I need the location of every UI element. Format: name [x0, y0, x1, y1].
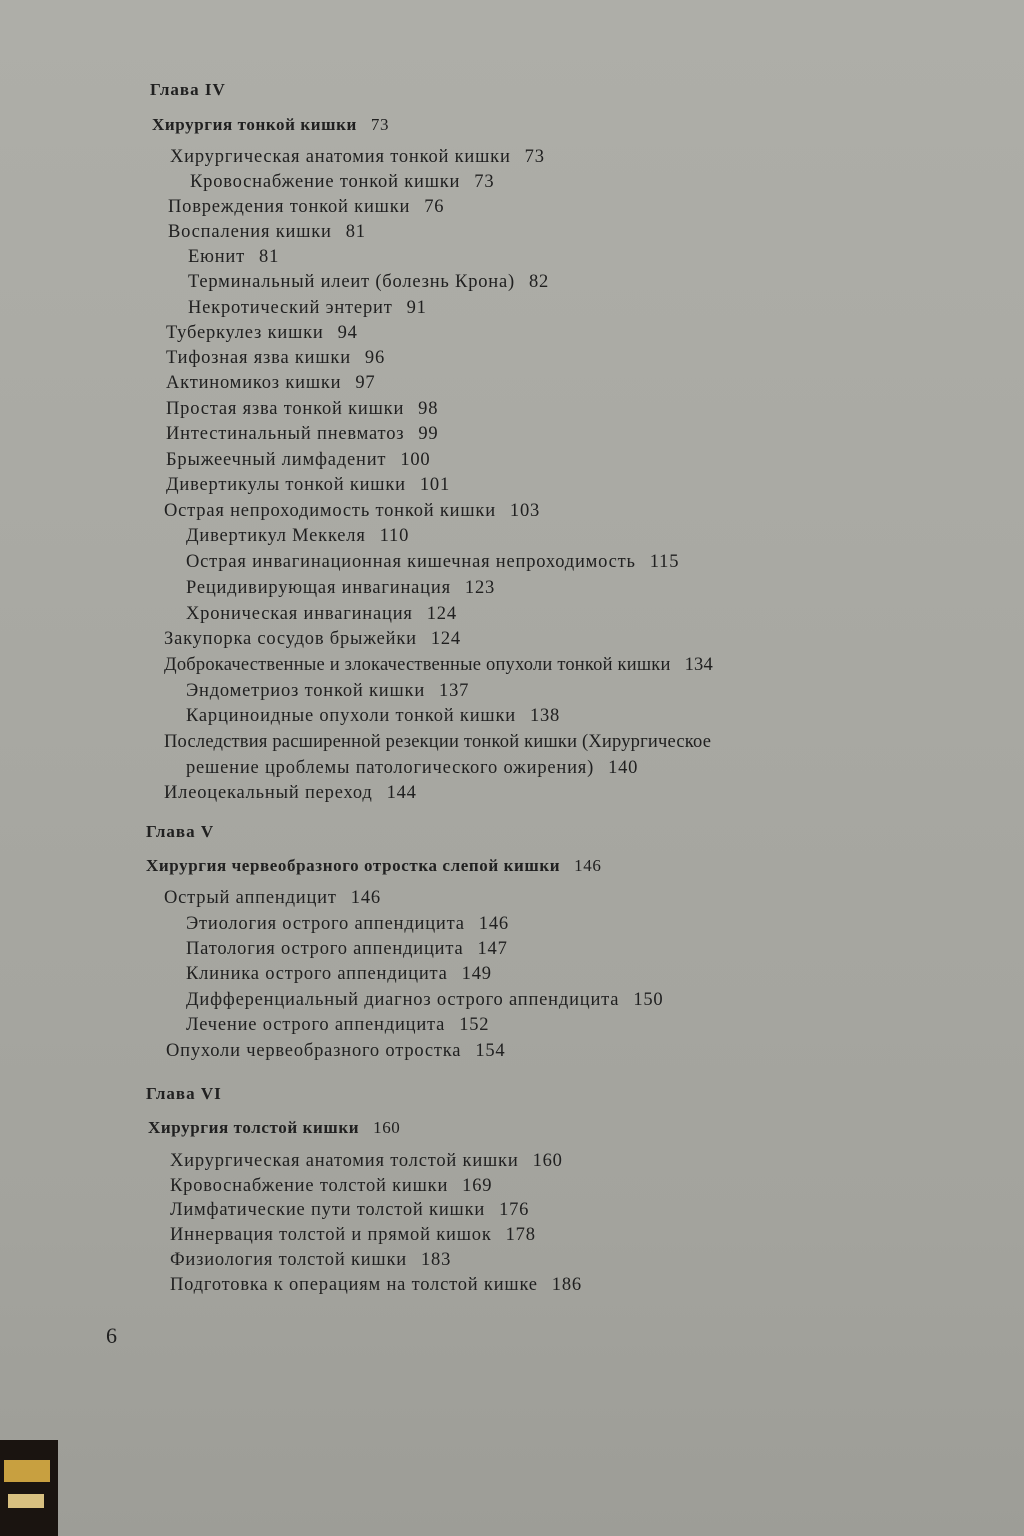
toc-entry [166, 1039, 505, 1063]
toc-entry [186, 937, 508, 961]
toc-entry [166, 321, 358, 345]
chapter-4-label: Глава IV [150, 80, 226, 99]
toc-entry-page: 100 [400, 450, 431, 470]
toc-entry-page: 178 [505, 1225, 536, 1245]
toc-entry-page: 169 [462, 1176, 493, 1196]
toc-entry-page: 73 [474, 172, 495, 192]
toc-entry-page: 138 [529, 706, 561, 726]
toc-entry-text: Подготовка к операциям на толстой кишке [170, 1275, 538, 1295]
toc-entry-page: 147 [477, 939, 508, 959]
toc-entry [170, 1149, 563, 1173]
toc-entry-page: 82 [528, 272, 550, 292]
toc-entry-page: 124 [430, 629, 461, 649]
toc-entry-text: Хроническая инвагинация [186, 604, 413, 624]
toc-entry [188, 270, 549, 294]
toc-entry-text: Клиника острого аппендицита [186, 964, 448, 984]
toc-entry-page: 149 [461, 964, 492, 984]
toc-entry-text: Закупорка сосудов брыжейки [164, 629, 417, 649]
toc-entry-text: Карциноидные опухоли тонкой кишки [186, 706, 516, 726]
toc-entry [190, 170, 494, 194]
toc-entry-text: решение цроблемы патологического ожирения) [186, 758, 595, 778]
toc-entry-text: Хирургическая анатомия тонкой кишки [170, 147, 511, 167]
toc-entry-page: 154 [475, 1041, 506, 1061]
toc-entry-text: Патология острого аппендицита [186, 939, 464, 959]
background-object-detail [8, 1494, 44, 1508]
toc-entry [186, 679, 469, 703]
toc-entry-page: 99 [418, 424, 439, 444]
chapter-6-title [148, 1118, 400, 1138]
toc-entry-page: 94 [337, 323, 358, 343]
toc-entry-text: Терминальный илеит (болезнь Крона) [188, 272, 515, 292]
toc-entry [186, 756, 638, 780]
toc-entry-page: 146 [478, 914, 509, 934]
toc-entry [186, 602, 457, 626]
toc-entry [186, 1013, 489, 1037]
toc-entry-page: 186 [551, 1275, 582, 1295]
toc-entry-page: 144 [386, 783, 417, 803]
background-object-detail [4, 1460, 50, 1482]
toc-entry-page: 160 [532, 1151, 563, 1171]
toc-entry-text: Острый аппендицит [164, 888, 337, 908]
toc-entry-page: 183 [420, 1250, 452, 1270]
toc-entry-text: Брыжеечный лимфаденит [166, 450, 387, 470]
toc-entry [170, 145, 545, 169]
toc-entry-text: Иннервация толстой и прямой кишок [170, 1225, 492, 1245]
toc-entry [164, 781, 417, 805]
toc-entry-page: 101 [419, 475, 450, 495]
toc-entry-page: 123 [464, 578, 496, 598]
toc-entry-text: Дивертикулы тонкой кишки [166, 475, 406, 495]
toc-entry [164, 886, 381, 910]
toc-entry-text: Интестинальный пневматоз [166, 424, 405, 444]
toc-entry-text: Простая язва тонкой кишки [166, 399, 405, 419]
chapter-4-title [152, 115, 389, 135]
toc-entry-text: Актиномикоз кишки [166, 373, 342, 393]
toc-entry [186, 550, 679, 574]
toc-entry-text: Физиология толстой кишки [170, 1250, 407, 1270]
toc-entry-page: 73 [524, 147, 545, 167]
toc-entry [186, 912, 509, 936]
toc-entry-text: Туберкулез кишки [166, 323, 324, 343]
toc-entry-page: 137 [439, 681, 470, 701]
background-object [0, 1440, 58, 1536]
chapter-4-title-page: 73 [370, 115, 390, 134]
toc-entry-text: Последствия расширенной резекции тонкой кишки (Хирургическое [164, 732, 712, 752]
toc-entry [164, 730, 711, 754]
toc-entry [170, 1174, 492, 1198]
toc-entry [166, 448, 430, 472]
toc-entry-page: 150 [633, 990, 664, 1010]
toc-entry [186, 524, 409, 548]
toc-entry-page: 115 [649, 552, 680, 572]
toc-entry-text: Кровоснабжение толстой кишки [170, 1176, 449, 1196]
toc-entry-page: 176 [499, 1200, 530, 1220]
toc-entry [166, 346, 385, 370]
toc-entry [166, 422, 438, 446]
toc-entry-text: Хирургическая анатомия толстой кишки [170, 1151, 519, 1171]
toc-entry-page: 103 [509, 501, 541, 521]
chapter-5-label: Глава V [146, 822, 215, 841]
toc-entry-text: Илеоцекальный переход [164, 783, 373, 803]
toc-entry-page: 124 [426, 604, 457, 624]
chapter-5-title [146, 856, 601, 876]
toc-entry [168, 220, 366, 244]
toc-entry [186, 988, 663, 1012]
toc-entry-page: 97 [355, 373, 376, 393]
toc-entry-page: 91 [406, 298, 427, 318]
toc-entry [164, 653, 713, 677]
page-number: 6 [106, 1323, 117, 1348]
toc-entry-page: 96 [364, 348, 386, 368]
toc-entry-page: 146 [350, 888, 381, 908]
toc-entry-page: 110 [379, 526, 410, 546]
toc-entry-page: 81 [345, 222, 366, 242]
toc-entry-text: Лечение острого аппендицита [186, 1015, 446, 1035]
toc-entry [170, 1223, 536, 1247]
toc-entry [170, 1248, 451, 1272]
toc-entry-text: Эндометриоз тонкой кишки [186, 681, 426, 701]
toc-entry-page: 140 [608, 758, 639, 778]
toc-entry-page: 152 [459, 1015, 490, 1035]
toc-entry [186, 962, 492, 986]
toc-entry-text: Опухоли червеобразного отростка [166, 1041, 462, 1061]
toc-entry-text: Повреждения тонкой кишки [168, 197, 411, 217]
toc-entry [166, 397, 438, 421]
toc-entry [170, 1198, 529, 1222]
toc-entry [186, 704, 560, 728]
toc-entry [168, 195, 444, 219]
chapter-5-title-page: 146 [574, 856, 602, 875]
chapter-5-title-text: Хирургия червеобразного отростка слепой кишки [146, 856, 561, 875]
toc-entry [166, 473, 450, 497]
toc-entry-text: Острая инвагинационная кишечная непроходимость [186, 552, 636, 572]
toc-entry [164, 499, 540, 523]
toc-entry-text: Еюнит [188, 247, 246, 267]
toc-entry-text: Рецидивирующая инвагинация [186, 578, 451, 598]
toc-entry-text: Лимфатические пути толстой кишки [170, 1200, 486, 1220]
toc-entry-page: 76 [424, 197, 445, 217]
toc-entry-text: Тифозная язва кишки [166, 348, 351, 368]
toc-entry-text: Этиология острого аппендицита [186, 914, 465, 934]
toc-entry-text: Острая непроходимость тонкой кишки [164, 501, 496, 521]
toc-entry [186, 576, 495, 600]
toc-entry-text: Некротический энтерит [188, 298, 393, 318]
toc-entry-text: Дивертикул Меккеля [186, 526, 366, 546]
chapter-6-label: Глава VI [146, 1084, 222, 1103]
toc-entry-page: 134 [684, 655, 713, 675]
toc-entry [166, 371, 375, 395]
toc-entry [188, 245, 279, 269]
toc-entry [170, 1273, 582, 1297]
toc-entry [164, 627, 461, 651]
toc-entry-page: 98 [418, 399, 439, 419]
chapter-6-title-text: Хирургия толстой кишки [148, 1118, 360, 1137]
toc-entry-text: Доброкачественные и злокачественные опухоли тонкой кишки [164, 655, 671, 675]
toc-entry-text: Дифференциальный диагноз острого аппендицита [186, 990, 620, 1010]
chapter-6-title-page: 160 [373, 1118, 401, 1137]
toc-entry-text: Воспаления кишки [168, 222, 332, 242]
chapter-4-title-text: Хирургия тонкой кишки [152, 115, 357, 134]
toc-entry [188, 296, 427, 320]
toc-entry-page: 81 [259, 247, 280, 267]
toc-entry-text: Кровоснабжение тонкой кишки [190, 172, 461, 192]
